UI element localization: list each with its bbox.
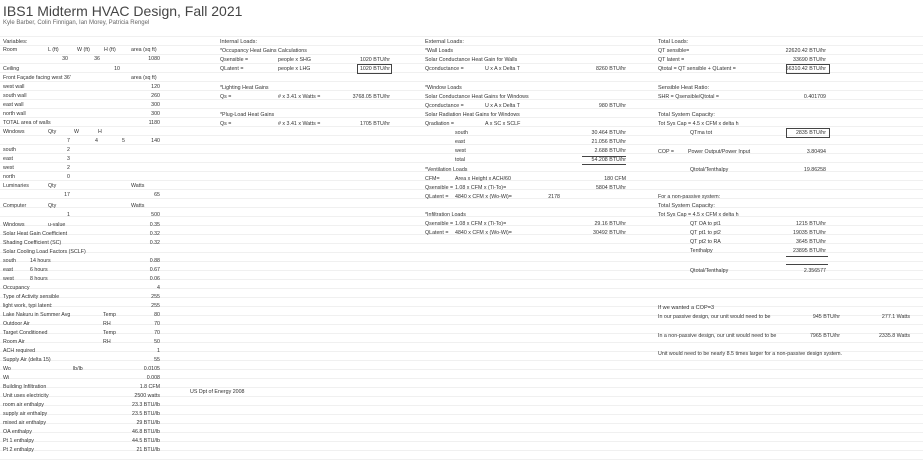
- qtma-value: 2835 BTU/hr: [795, 130, 826, 136]
- variable-label: ACH required: [3, 348, 36, 354]
- window-formula-lhs: Qconductance =: [425, 103, 464, 109]
- ventilation-formula: 4840 x CFM x (Wo-Wi)=: [455, 194, 512, 200]
- radiation-value: 2.688 BTU/hr: [594, 148, 626, 154]
- computer-qty-value: 1: [67, 212, 70, 218]
- wall-formula-lhs: Qconductance =: [425, 66, 464, 72]
- room-area-value: 1080: [148, 56, 160, 62]
- variable-value: 55: [154, 357, 160, 363]
- computer-qty-header: Qty: [48, 203, 57, 209]
- window-dir-label: east: [3, 156, 14, 162]
- tenthalpy-underline: [786, 264, 828, 265]
- room-w-header: W (ft): [77, 47, 90, 53]
- variable-value: 46.8 BTU/lb: [132, 429, 160, 435]
- system-point-value: 23895 BTU/hr: [793, 248, 826, 254]
- variable-value: 50: [154, 339, 160, 345]
- windows-qty-header: Qty: [48, 129, 57, 135]
- ventilation-title: *Ventilation Loads: [425, 167, 468, 173]
- variable-label: Pt 2 enthalpy: [3, 447, 34, 453]
- variable-value: 29 BTU/lb: [136, 420, 160, 426]
- qtotal-tenthalpy-value: 19.86258: [803, 167, 826, 173]
- total-load-label: QT latent =: [658, 57, 685, 63]
- wall-value: 8260 BTU/hr: [595, 66, 626, 72]
- variable-value: 23.3 BTU/lb: [132, 402, 160, 408]
- wall-label: west wall: [3, 84, 25, 90]
- variable-label: supply air enthalpy: [3, 411, 48, 417]
- passive-design-text: In our passive design, our unit would need to be: [658, 314, 771, 320]
- system-point-label: QT pt2 to RA: [690, 239, 721, 245]
- infiltration-value: 29.16 BTU/hr: [594, 221, 626, 227]
- sclf-direction: south: [3, 258, 16, 264]
- plugload-gains-title: *Plug-Load Heat Gains: [220, 112, 275, 118]
- qtotal-tenthalpy2-value: 2.356577: [803, 268, 826, 274]
- room-label: Room: [3, 47, 18, 53]
- shr-header: Sensible Heat Ratio:: [658, 85, 709, 91]
- sclf-direction: west: [3, 276, 14, 282]
- ventilation-mid-value: 2178: [548, 194, 560, 200]
- variable-label: light work, typi latent:: [3, 303, 53, 309]
- variable-unit: Temp: [103, 312, 116, 318]
- variables-header: Variables:: [3, 39, 28, 45]
- infiltration-formula: 1.08 x CFM x (Ti-To)=: [455, 221, 507, 227]
- lighting-value: 3768.05 BTU/hr: [352, 94, 390, 100]
- window-dir-qty: 2: [67, 147, 70, 153]
- nonpassive-btu-value: 7965 BTU/hr: [809, 333, 840, 339]
- variable-value: 1: [157, 348, 160, 354]
- radiation-total-topline: [582, 156, 626, 157]
- authors: Kyle Barber, Colin Finnigan, Ian Morey, Patricia Rengel: [3, 20, 150, 26]
- total-load-label: QT sensible=: [658, 48, 690, 54]
- room-l-header: L (ft): [48, 47, 59, 53]
- cop-value: 3.80494: [806, 149, 826, 155]
- shr-value: 0.401709: [803, 94, 826, 100]
- window-dir-qty: 2: [67, 165, 70, 171]
- coefficient-value: 0.32: [149, 231, 160, 237]
- total-load-value: 56310.42 BTU/hr: [785, 66, 826, 72]
- variable-label: room air enthalpy: [3, 402, 44, 408]
- variable-label: mixed air enthalpy: [3, 420, 46, 426]
- variable-value: 255: [151, 294, 160, 300]
- system-point-label: QT pt1 to pt2: [690, 230, 721, 236]
- nonpassive-design-text: In a non-passive design, our unit would need to be: [658, 333, 777, 339]
- variable-label: Supply Air (delta 15): [3, 357, 51, 363]
- variable-value: 2500 watts: [134, 393, 160, 399]
- cop-lhs: COP =: [658, 149, 674, 155]
- wall-loads-subtitle: Solar Conductance Heat Gain for Walls: [425, 57, 518, 63]
- radiation-subtitle: Solar Radiation Heat Gains for Windows: [425, 112, 520, 118]
- capacity-header: Total System Capacity:: [658, 112, 715, 118]
- coefficient-label: Shading Coefficient (SC): [3, 240, 62, 246]
- occupancy-formula: people x LHG: [278, 66, 311, 72]
- wall-value-box: [357, 64, 392, 74]
- room-h-header: H (ft): [104, 47, 116, 53]
- system-point-value: 3645 BTU/hr: [795, 239, 826, 245]
- coefficient-label: Solar Heat Gain Coefficient: [3, 231, 68, 237]
- wall-loads-title: *Wall Loads: [425, 48, 454, 54]
- sclf-label: Solar Cooling Load Factors (SCLF): [3, 249, 86, 255]
- variable-label: Wo: [3, 366, 11, 372]
- passive-watts-value: 277.1 Watts: [881, 314, 910, 320]
- variable-label: Outdoor Air: [3, 321, 30, 327]
- gridline: [0, 36, 923, 37]
- variable-value: 4: [157, 285, 160, 291]
- sclf-value: 0.67: [149, 267, 160, 273]
- windows-label: Windows: [3, 129, 25, 135]
- wall-label: south wall: [3, 93, 27, 99]
- window-dir-label: south: [3, 147, 16, 153]
- luminaries-qty-header: Qty: [48, 183, 57, 189]
- variable-value: 0.0105: [143, 366, 160, 372]
- radiation-direction: south: [455, 130, 468, 136]
- cop-formula: Power Output/Power Input: [688, 149, 751, 155]
- shr-formula: SHR = Qsensible/Qtotal =: [658, 94, 719, 100]
- coefficient-value: 0.32: [149, 240, 160, 246]
- variable-label: Wi: [3, 375, 10, 381]
- occupancy-formula-lhs: QLatent =: [220, 66, 244, 72]
- gridline: [0, 459, 923, 460]
- wall-label: north wall: [3, 111, 26, 117]
- ventilation-value: 5804 BTU/hr: [595, 185, 626, 191]
- sclf-hours: 6 hours: [30, 267, 48, 273]
- ventilation-value: 180 CFM: [604, 176, 626, 182]
- sclf-direction: east: [3, 267, 14, 273]
- ventilation-formula: Area x Height x ACH/60: [455, 176, 511, 182]
- infiltration-title: *Infiltration Loads: [425, 212, 466, 218]
- system-point-label: QT OA to pt1: [690, 221, 721, 227]
- cop3-header: If we wanted a COP=3: [658, 305, 715, 311]
- window-loads-title: *Window Loads: [425, 85, 462, 91]
- room-area-header: area (sq ft): [131, 47, 157, 53]
- infiltration-value: 30492 BTU/hr: [593, 230, 626, 236]
- infiltration-formula-lhs: Qsensible =: [425, 221, 454, 227]
- radiation-total-underline: [582, 164, 626, 165]
- radiation-value: 54.208 BTU/hr: [591, 157, 626, 163]
- plugload-formula-lhs: Qs =: [220, 121, 232, 127]
- window-dir-qty: 3: [67, 156, 70, 162]
- wall-label: east wall: [3, 102, 24, 108]
- capacity2-formula: Tot Sys Cap = 4.5 x CFM x delta h: [658, 212, 739, 218]
- computer-watts-value: 500: [151, 212, 160, 218]
- radiation-value: 30.464 BTU/hr: [591, 130, 626, 136]
- lighting-formula: # x 3.41 x Watts =: [278, 94, 321, 100]
- windows-h-value: 5: [122, 138, 125, 144]
- variable-label: Pt 1 enthalpy: [3, 438, 34, 444]
- plugload-value: 1705 BTU/hr: [359, 121, 390, 127]
- variable-value: 0.008: [146, 375, 160, 381]
- lighting-formula-lhs: Qs =: [220, 94, 232, 100]
- variable-label: Type of Activity sensible: [3, 294, 60, 300]
- wall-area-value: 1180: [148, 120, 160, 126]
- sclf-value: 0.88: [149, 258, 160, 264]
- variable-label: Building Infiltration: [3, 384, 47, 390]
- window-value: 980 BTU/hr: [598, 103, 626, 109]
- luminaries-watts-value: 65: [154, 192, 160, 198]
- window-formula: U x A x Delta T: [485, 103, 520, 109]
- variable-unit: RH: [103, 321, 111, 327]
- occupancy-formula-lhs: Qsensible =: [220, 57, 249, 63]
- window-dir-qty: 0: [67, 174, 70, 180]
- windows-w-value: 4: [95, 138, 98, 144]
- total-load-value: 33690 BTU/hr: [793, 57, 826, 63]
- windows-area-value: 140: [151, 138, 160, 144]
- sclf-hours: 14 hours: [30, 258, 51, 264]
- variable-value: 21 BTU/lb: [136, 447, 160, 453]
- doe-note: US Dpt of Energy 2008: [190, 389, 245, 395]
- qtotal-box: [786, 64, 830, 74]
- room-l-value: 30: [62, 56, 68, 62]
- occupancy-formula: people x SHG: [278, 57, 311, 63]
- qtma-label: QTma tot: [690, 130, 713, 136]
- qtma-box: [786, 128, 830, 138]
- coefficient-type: u-value: [48, 222, 66, 228]
- luminaries-qty-value: 17: [64, 192, 70, 198]
- variable-label: Unit uses electricity: [3, 393, 49, 399]
- ventilation-formula-lhs: QLatent =: [425, 194, 449, 200]
- wall-area-value: 300: [151, 111, 160, 117]
- variable-value: 44.5 BTU/lb: [132, 438, 160, 444]
- computer-watts-header: Watts: [131, 203, 145, 209]
- variable-value: 1.8 CFM: [139, 384, 160, 390]
- qtotal-tenthalpy2-label: Qtotal/Tenthalpy: [690, 268, 729, 274]
- facade-label: Front Façade facing west 36': [3, 75, 71, 81]
- nonpassive-label: For a non-passive system:: [658, 194, 721, 200]
- variable-value: 70: [154, 330, 160, 336]
- capacity-formula: Tot Sys Cap = 4.5 x CFM x delta h: [658, 121, 739, 127]
- lighting-gains-title: *Lighting Heat Gains: [220, 85, 269, 91]
- radiation-formula-lhs: Qradiation =: [425, 121, 455, 127]
- coefficient-value: 0.35: [149, 222, 160, 228]
- windows-qty-value: 7: [67, 138, 70, 144]
- window-dir-label: west: [3, 165, 14, 171]
- wall-label: TOTAL area of walls: [3, 120, 51, 126]
- computer-label: Computer: [3, 203, 27, 209]
- radiation-direction: total: [455, 157, 466, 163]
- variable-unit: Temp: [103, 330, 116, 336]
- ceiling-value: 10: [114, 66, 120, 72]
- system-point-value: 1215 BTU/hr: [795, 221, 826, 227]
- variable-value: 70: [154, 321, 160, 327]
- luminaries-label: Luminaries: [3, 183, 29, 189]
- wall-area-value: 260: [151, 93, 160, 99]
- variable-unit: RH: [103, 339, 111, 345]
- variable-label: OA enthalpy: [3, 429, 32, 435]
- system-point-label: Tenthalpy: [690, 248, 713, 254]
- windows-h-header: H: [98, 129, 102, 135]
- radiation-formula: A x SC x SCLF: [485, 121, 521, 127]
- variable-label: Occupancy: [3, 285, 30, 291]
- variable-label: Room Air: [3, 339, 25, 345]
- ceiling-label: Ceiling: [3, 66, 20, 72]
- luminaries-watts-header: Watts: [131, 183, 145, 189]
- infiltration-formula-lhs: QLatent =: [425, 230, 449, 236]
- variable-unit: lb/lb: [73, 366, 83, 372]
- page-title: IBS1 Midterm HVAC Design, Fall 2021: [3, 3, 243, 19]
- internal-header: Internal Loads:: [220, 39, 258, 45]
- variable-label: Target Conditioned: [3, 330, 48, 336]
- facade-area-header: area (sq ft): [131, 75, 157, 81]
- wall-formula: U x A x Delta T: [485, 66, 520, 72]
- qtotal-tenthalpy-label: Qtotal/Tenthalpy: [690, 167, 729, 173]
- totals-header: Total Loads:: [658, 39, 689, 45]
- capacity2-header: Total System Capacity:: [658, 203, 715, 209]
- room-w-value: 36: [94, 56, 100, 62]
- nonpassive-watts-value: 2335.8 Watts: [878, 333, 910, 339]
- occupancy-value: 1020 BTU/hr: [359, 66, 390, 72]
- external-header: External Loads:: [425, 39, 464, 45]
- wall-area-value: 300: [151, 102, 160, 108]
- plugload-formula: # x 3.41 x Watts =: [278, 121, 321, 127]
- variable-label: Lake Nakuru in Summer Avg: [3, 312, 71, 318]
- system-point-value: 19035 BTU/hr: [793, 230, 826, 236]
- occupancy-gains-title: *Occupancy Heat Gains Calculations: [220, 48, 307, 54]
- variable-value: 23.5 BTU/lb: [132, 411, 160, 417]
- variable-value: 80: [154, 312, 160, 318]
- total-load-label: Qtotal = QT sensible + QLatent =: [658, 66, 736, 72]
- infiltration-formula: 4840 x CFM x (Wo-Wi)=: [455, 230, 512, 236]
- ventilation-formula-lhs: Qsensible =: [425, 185, 454, 191]
- pts-sum-line: [786, 256, 828, 257]
- variable-value: 255: [151, 303, 160, 309]
- window-loads-subtitle: Solar Conductance Heat Gains for Windows: [425, 94, 529, 100]
- coefficient-label: Windows: [3, 222, 25, 228]
- occupancy-value: 1020 BTU/hr: [359, 57, 390, 63]
- ventilation-formula: 1.08 x CFM x (Ti-To)=: [455, 185, 507, 191]
- final-note: Unit would need to be nearly 8.5 times larger for a non-passive design system.: [658, 351, 843, 357]
- sclf-value: 0.06: [149, 276, 160, 282]
- sclf-hours: 8 hours: [30, 276, 48, 282]
- ventilation-formula-lhs: CFM=: [425, 176, 440, 182]
- windows-w-header: W: [74, 129, 79, 135]
- window-dir-label: north: [3, 174, 16, 180]
- radiation-direction: east: [455, 139, 466, 145]
- radiation-value: 21.056 BTU/hr: [591, 139, 626, 145]
- radiation-direction: west: [455, 148, 466, 154]
- total-load-value: 22620.42 BTU/hr: [785, 48, 826, 54]
- wall-area-value: 120: [151, 84, 160, 90]
- passive-btu-value: 945 BTU/hr: [812, 314, 840, 320]
